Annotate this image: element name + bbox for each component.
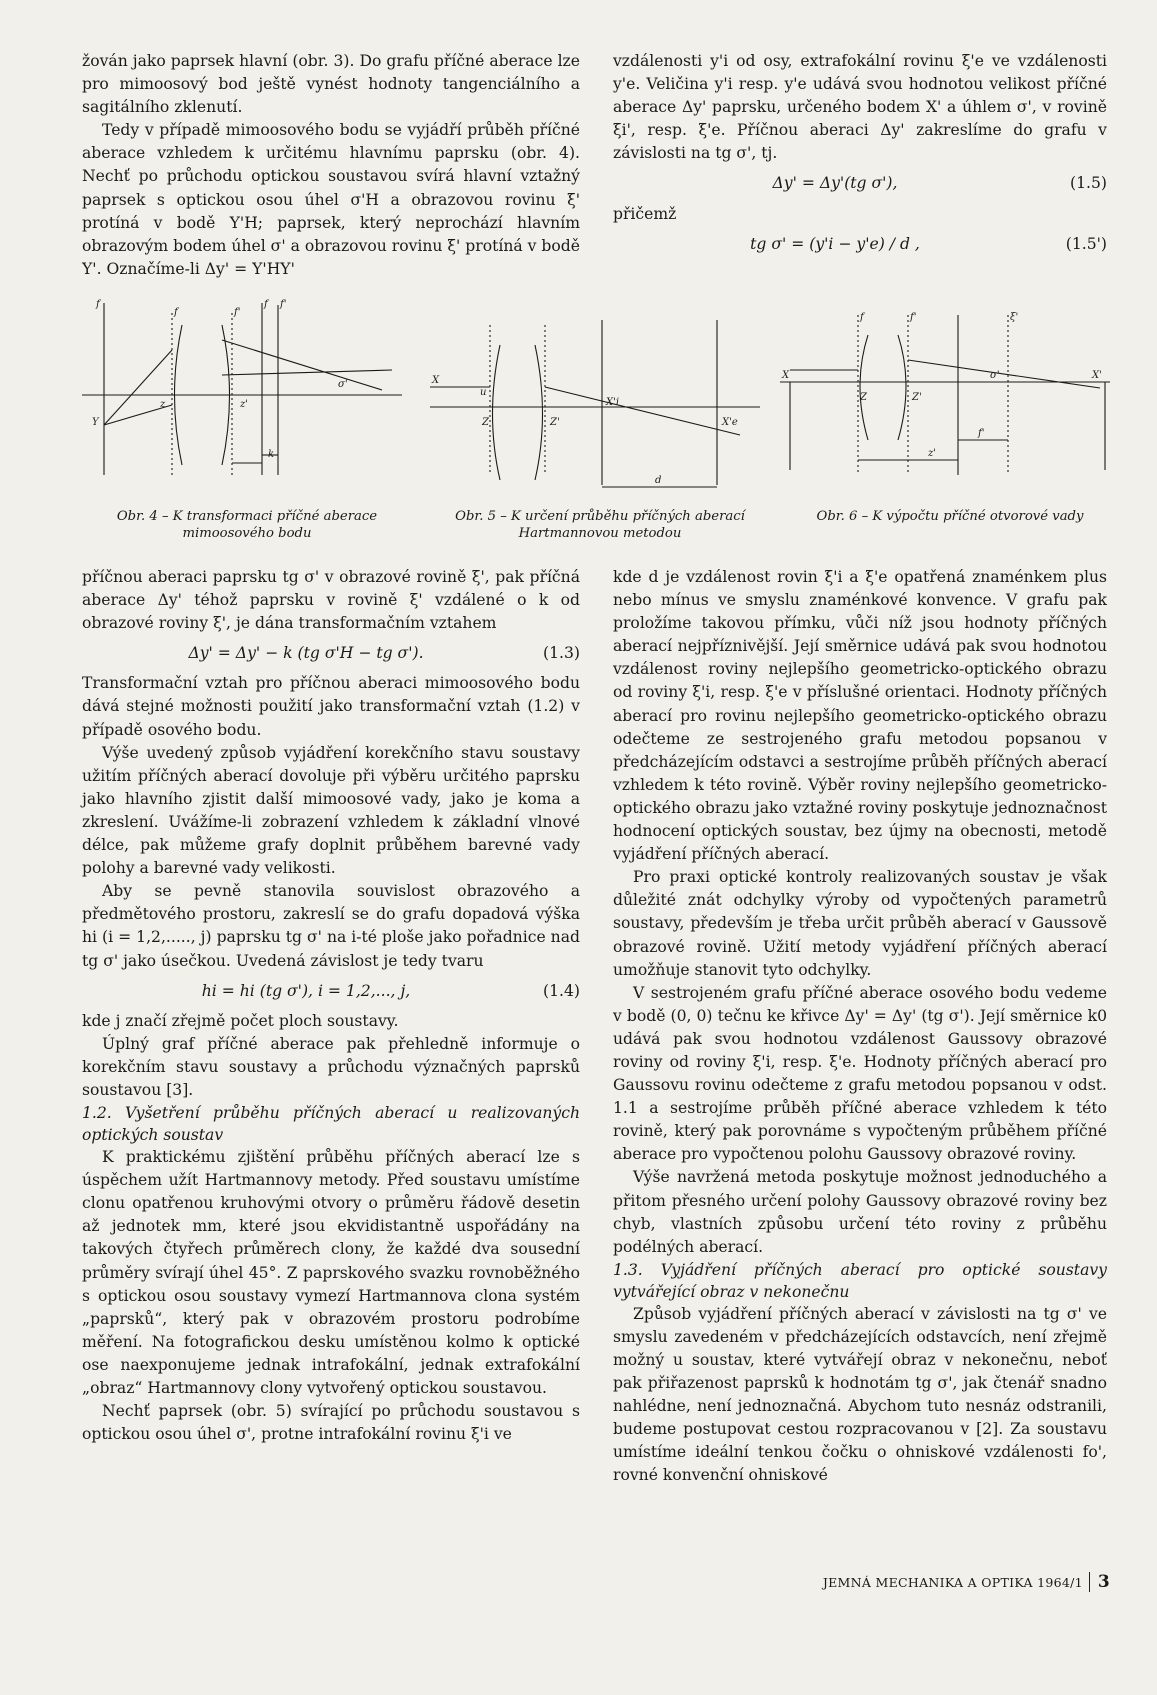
- paragraph: Nechť paprsek (obr. 5) svírající po průchodu soustavou s optickou osou úhel σ', protne intrafokální rovinu ξ'i ve: [82, 1402, 580, 1444]
- paragraph: V sestrojeném grafu příčné aberace osového bodu vedeme v bodě (0, 0) tečnu ke křivce Δy' = Δy' (tg σ'). Její směrnice k0 udává pak svou hodnotou vzdálenost Gaussovy obrazové roviny od roviny ξ'i, resp. ξ'e. Hodnoty příčných aberací pro Gaussovu rovinu odečteme z grafu metodou popsanou v odst. 1.1 a sestrojíme průběh příčné aberace vzhledem k této rovině, který pak porovnáme s vypočteným průběhem příčné aberace pro vypočtenou polohu Gaussovy obrazové roviny.: [613, 983, 1107, 1164]
- paragraph: kde j značí zřejmě počet ploch soustavy.: [82, 1011, 399, 1030]
- paragraph: K praktickému zjištění průběhu příčných aberací lze s úspěchem užít Hartmannovy metody. Před soustavu umístíme clonu opatřenou kruhovými otvory o průměru řádově desetin až jednotek mm, které jsou ekvidistantně uspořádány na takových čtyřech průměrech clony, že každé dva sousední průměry svírají úhel 45°. Z paprskového svazku rovnoběžného s optickou osou soustavy vymezí Hartmannova clona systém „paprsků“, který pak v obrazovém prostoru podrobíme měření. Na fotografickou desku umístěnou kolmo k optické ose naexponujeme jednak intrafokální, jednak extrafokální „obraz“ Hartmannovy clony vytvořený optickou soustavou.: [82, 1148, 580, 1397]
- svg-text:f: f: [264, 299, 268, 310]
- paragraph: Pro praxi optické kontroly realizovaných soustav je však důležité znát odchylky výroby od vypočtených parametrů soustavy, především je třeba určit průběh aberací v Gaussově obrazové rovině. Užití metody vyjádření příčných aberací umožňuje stanovit tyto odchylky.: [613, 868, 1107, 979]
- paragraph: Způsob vyjádření příčných aberací v závislosti na tg σ' ve smyslu zavedeném v předcházejících odstavcích, není zřejmě možný u soustav, které vytvářejí obraz v nekonečnu, neboť pak přiřazenost paprsků k hodnotám tg σ', jak čtenář snadno nahlédne, není jednoznačná. Abychom tuto nesnáz odstranili, budeme postupovat cestou rozpracovanou v [2]. Za soustavu umístíme ideální tenkou čočku o ohniskové vzdálenosti fo', rovné konvenční ohniskové: [613, 1304, 1107, 1485]
- top-left-column: [82, 50, 580, 281]
- figure-5: [430, 315, 770, 495]
- equation-number: (1.5'): [1065, 234, 1107, 253]
- figure-6-caption: Obr. 6 – K výpočtu příčné otvorové vady: [816, 509, 1084, 524]
- equation-text: hi = hi (tg σ'), i = 1,2,..., j,: [201, 981, 411, 1000]
- svg-text:f: f: [860, 312, 864, 323]
- svg-text:f': f': [280, 299, 287, 310]
- svg-text:f': f': [234, 307, 241, 318]
- svg-text:X: X: [432, 375, 440, 386]
- figure-5-caption: Obr. 5 – K určení průběhu příčných aberací Hartmannovou metodou: [455, 509, 745, 541]
- paragraph: Aby se pevně stanovila souvislost obrazového a předmětového prostoru, zakreslí se do grafu dopadová výška hi (i = 1,2,....., j) paprsku tg σ' na i-té ploše jako pořadnice nad tg σ' jako úsečkou. Uvedená závislost je tedy tvaru: [82, 882, 580, 970]
- svg-text:σ': σ': [990, 370, 1000, 381]
- figure-5-labels: [431, 375, 738, 486]
- svg-text:u: u: [480, 387, 487, 398]
- svg-text:Y: Y: [92, 417, 99, 428]
- svg-text:f: f: [174, 307, 178, 318]
- section-heading: 1.3. Vyjádření příčných aberací pro optické soustavy vytvářející obraz v nekonečnu: [613, 1260, 1107, 1301]
- svg-text:σ': σ': [338, 379, 348, 390]
- paragraph: vzdálenosti y'i od osy, extrafokální rovinu ξ'e ve vzdálenosti y'e. Veličina y'i resp. y'e udává svou hodnotou velikost příčné aberace Δy' paprsku, určeného bodem X' a úhlem σ', v rovině ξi', resp. ξ'e. Příčnou aberaci Δy' zakreslíme do grafu v závislosti na tg σ', tj.: [613, 52, 1107, 163]
- section-heading: 1.2. Vyšetření průběhu příčných aberací u realizovaných optických soustav: [82, 1104, 580, 1145]
- figure-5-drawing: [430, 315, 770, 495]
- svg-text:f': f': [978, 428, 985, 439]
- svg-text:Z': Z': [550, 417, 560, 428]
- journal-name: JEMNÁ MECHANIKA A OPTIKA 1964/1: [822, 1575, 1083, 1590]
- equation-text: Δy' = Δy'(tg σ'),: [772, 174, 898, 193]
- left-column: [82, 566, 580, 1446]
- svg-text:z: z: [160, 399, 166, 410]
- svg-text:k: k: [268, 449, 275, 460]
- svg-text:X'e: X'e: [722, 417, 738, 428]
- page-number: 3: [1089, 1572, 1110, 1592]
- paragraph: Tedy v případě mimoosového bodu se vyjádří průběh příčné aberace vzhledem k určitému hlavnímu paprsku (obr. 4). Nechť po průchodu optickou soustavou svírá hlavní vztažný paprsek s optickou osou úhel σ'H a obrazovou rovinu ξ' protíná v bodě Y'H; paprsek, který neprochází hlavním obrazovým bodem úhel σ' a obrazovou rovinu ξ' protíná v bodě Y'. Označíme-li Δy' = Y'HY': [82, 121, 580, 278]
- svg-text:f': f': [910, 312, 917, 323]
- paragraph: příčnou aberaci paprsku tg σ' v obrazové rovině ξ', pak příčná aberace Δy' téhož paprsku v rovině ξ' vzdálené o k od obrazové roviny ξ', je dána transformačním vztahem: [82, 568, 580, 633]
- figure-4-labels: [92, 299, 348, 460]
- equation-1-4: [82, 980, 580, 1003]
- paragraph: přičemž: [613, 204, 677, 223]
- svg-text:Z: Z: [860, 392, 867, 403]
- paragraph: Výše uvedený způsob vyjádření korekčního stavu soustavy užitím příčných aberací dovoluje při výběru určitého paprsku jako hlavního zjistit další mimoosové vady, jako je koma a zkreslení. Uvážíme-li zobrazení vzhledem k základní vlnové délce, pak můžeme grafy doplnit průběhem barevné vady polohy a barevné vady velikosti.: [82, 743, 580, 878]
- equation-number: (1.3): [543, 644, 580, 663]
- svg-text:z': z': [928, 448, 937, 459]
- svg-text:Z': Z': [912, 392, 922, 403]
- equation-text: tg σ' = (y'i − y'e) / d ,: [750, 234, 920, 253]
- svg-text:X'i: X'i: [606, 397, 620, 408]
- equation-1-5: [613, 172, 1107, 195]
- equation-1-5b: [613, 233, 1107, 256]
- figure-6-drawing: [780, 310, 1120, 490]
- paragraph: žován jako paprsek hlavní (obr. 3). Do grafu příčné aberace lze pro mimoosový bod ještě vynést hodnoty tangenciálního a sagitálního zklenutí.: [82, 52, 580, 117]
- paragraph: Výše navržená metoda poskytuje možnost jednoduchého a přitom přesného určení polohy Gaussovy obrazové roviny bez chyb, vlastních způsobu určení této roviny z průběhu podélných aberací.: [613, 1168, 1107, 1256]
- paragraph: Transformační vztah pro příčnou aberaci mimoosového bodu dává stejné možnosti použití jako transformační vztah (1.2) v případě osového bodu.: [82, 674, 580, 739]
- paragraph: kde d je vzdálenost rovin ξ'i a ξ'e opatřená znaménkem plus nebo mínus ve smyslu znaménkové konvence. V grafu pak proložíme takovou přímku, vůči níž jsou hodnoty příčných aberací nejpříznivější. Její směrnice udává pak svou hodnotou vzdálenost roviny nejlepšího geometricko-optického obrazu od roviny ξ'i, resp. ξ'e v příslušné orientaci. Hodnoty příčných aberací pro rovinu nejlepšího geometricko-optického obrazu odečteme ze sestrojeného grafu metodou popsanou v předcházejícím odstavci a sestrojíme průběh příčných aberací vzhledem k této rovině. Výběr roviny nejlepšího geometricko-optického obrazu jako vztažné roviny poskytuje jednoznačnost hodnocení optických soustav, bez újmy na obecnosti, metodě vyjádření příčných aberací.: [613, 568, 1107, 864]
- equation-number: (1.5): [1070, 174, 1107, 193]
- equation-1-3: [82, 642, 580, 665]
- right-column: [613, 566, 1107, 1488]
- figure-4-drawing: [82, 295, 412, 490]
- figure-4-caption: Obr. 4 – K transformaci příčné aberace mimoosového bodu: [116, 509, 378, 541]
- paragraph: Úplný graf příčné aberace pak přehledně informuje o korekčním stavu soustavy a průchodu význačných paprsků soustavou [3].: [82, 1034, 580, 1099]
- svg-text:d: d: [655, 475, 662, 486]
- figure-6-labels: [781, 312, 1102, 459]
- figure-4: [82, 295, 412, 490]
- top-right-column: [613, 50, 1107, 263]
- figure-6: [780, 310, 1120, 490]
- svg-text:X': X': [1092, 370, 1102, 381]
- svg-text:Z: Z: [482, 417, 489, 428]
- svg-text:f: f: [96, 299, 100, 310]
- svg-text:X: X: [782, 370, 790, 381]
- svg-text:ξ': ξ': [1010, 312, 1019, 323]
- equation-number: (1.4): [543, 981, 580, 1000]
- svg-text:z': z': [240, 399, 249, 410]
- page-footer: [800, 1572, 1110, 1592]
- equation-text: Δy' = Δy' − k (tg σ'H − tg σ').: [188, 644, 424, 663]
